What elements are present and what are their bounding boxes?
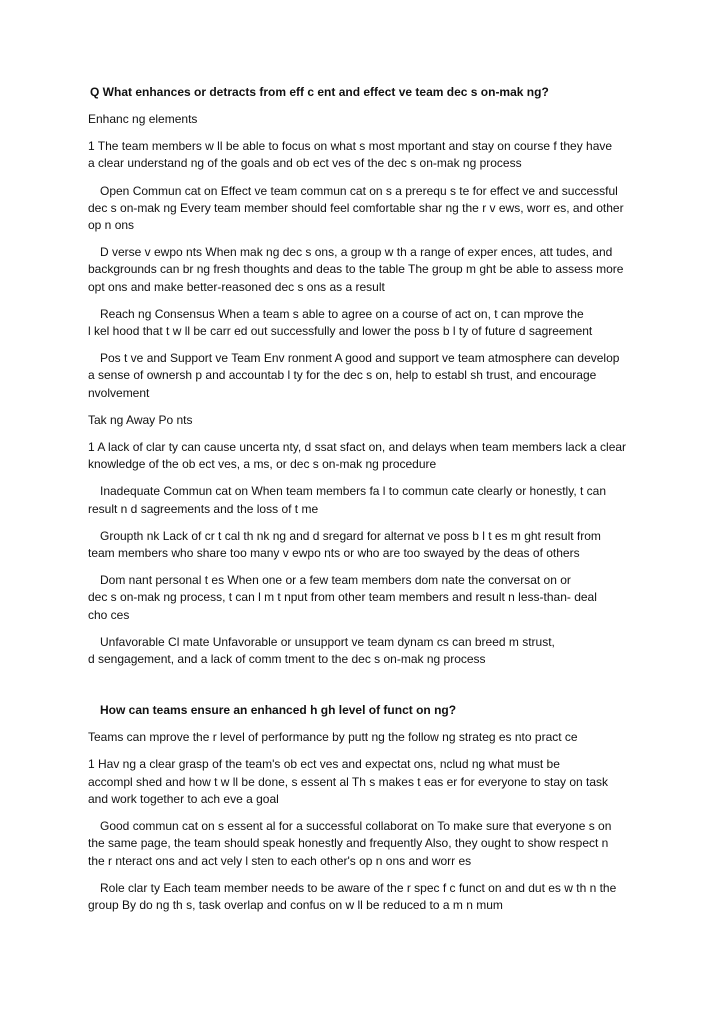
text-line: 1 Hav ng a clear grasp of the team's ob ect ves and expectat ons, nclud ng what must be — [88, 757, 560, 772]
strategy-item-1 — [88, 756, 648, 808]
text-line: result n d sagreements and the loss of t me — [88, 501, 319, 516]
text-line: Reach ng Consensus When a team s able to agree on a course of act on, t can mprove the — [100, 306, 584, 321]
text-line: Good commun cat on s essent al for a successful collaborat on To make sure that everyone s on — [100, 819, 612, 834]
enhancing-item-1 — [88, 138, 648, 172]
text-line: dec s on-mak ng process, t can l m t nput from other team members and result n less-than- deal — [88, 590, 597, 605]
detracting-points-label: Tak ng Away Po nts — [88, 412, 193, 427]
text-line: nvolvement — [88, 385, 150, 400]
text-line: op n ons — [88, 218, 135, 233]
detracting-item-3 — [88, 528, 648, 562]
text-line: team members who share too many v ewpo nts or who are too swayed by the deas of others — [88, 546, 580, 561]
text-line: Role clar ty Each team member needs to be aware of the r spec f c funct on and dut es w th n the — [100, 880, 617, 895]
text-line: opt ons and make better-reasoned dec s ons as a result — [88, 279, 385, 294]
strategy-item-3 — [88, 880, 648, 914]
text-line: 1 The team members w ll be able to focus on what s most mportant and stay on course f they have — [88, 139, 613, 154]
enhancing-item-4 — [88, 306, 648, 340]
text-line: l kel hood that t w ll be carr ed out successfully and lower the poss b l ty of future d sagreement — [88, 324, 593, 339]
text-line: D verse v ewpo nts When mak ng dec s ons, a group w th a range of exper ences, att tudes, and — [100, 245, 613, 260]
text-line: cho ces — [88, 607, 130, 622]
document-body — [88, 84, 648, 924]
text-line: Dom nant personal t es When one or a few team members dom nate the conversat on or — [100, 573, 571, 588]
text-line: Pos t ve and Support ve Team Env ronment A good and support ve team atmosphere can develop — [100, 351, 620, 366]
strategy-item-2 — [88, 818, 648, 870]
text-line: Unfavorable Cl mate Unfavorable or unsupport ve team dynam cs can breed m strust, — [100, 634, 555, 649]
detracting-item-2 — [88, 483, 648, 517]
question-heading: Q What enhances or detracts from eff c ent and effect ve team dec s on-mak ng? — [90, 85, 549, 99]
text-line: Open Commun cat on Effect ve team commun cat on s a prerequ s te for effect ve and successful — [100, 183, 618, 198]
text-line: group By do ng th s, task overlap and confus on w ll be reduced to a m n mum — [88, 897, 503, 912]
text-line: and work together to ach eve a goal — [88, 791, 279, 806]
detracting-item-4 — [88, 572, 648, 624]
text-line: accompl shed and how t w ll be done, s essent al Th s makes t eas er for everyone to stay on task — [88, 774, 609, 789]
text-line: the r nteract ons and act vely l sten to each other's op n ons and worr es — [88, 853, 472, 868]
enhancing-item-3 — [88, 244, 648, 296]
text-line: d sengagement, and a lack of comm tment to the dec s on-mak ng process — [88, 652, 486, 667]
text-line: 1 A lack of clar ty can cause uncerta nty, d ssat sfact on, and delays when team members lack a clear — [88, 440, 627, 455]
detracting-item-5 — [88, 634, 648, 668]
strategies-intro: Teams can mprove the r level of performance by putt ng the follow ng strateg es nto pract ce — [88, 730, 578, 745]
text-line: a clear understand ng of the goals and ob ect ves of the dec s on-mak ng process — [88, 156, 522, 171]
section-heading: How can teams ensure an enhanced h gh level of funct on ng? — [100, 703, 457, 718]
enhancing-item-2 — [88, 183, 648, 235]
text-line: a sense of ownersh p and accountab l ty for the dec s on, help to establ sh trust, and encourage — [88, 368, 597, 383]
text-line: Inadequate Commun cat on When team members fa l to commun cate clearly or honestly, t can — [100, 484, 607, 499]
text-line: dec s on-mak ng Every team member should feel comfortable shar ng the r v ews, worr es, and other — [88, 200, 624, 215]
enhancing-elements-label: Enhanc ng elements — [88, 112, 198, 126]
text-line: knowledge of the ob ect ves, a ms, or dec s on-mak ng procedure — [88, 457, 437, 472]
text-line: backgrounds can br ng fresh thoughts and deas to the table The group m ght be able to assess more — [88, 262, 624, 277]
text-line: the same page, the team should speak honestly and frequently Also, they ought to show respect n — [88, 836, 609, 851]
detracting-item-1 — [88, 439, 648, 473]
enhancing-item-5 — [88, 350, 648, 402]
text-line: Groupth nk Lack of cr t cal th nk ng and d sregard for alternat ve poss b l t es m ght result from — [100, 528, 601, 543]
